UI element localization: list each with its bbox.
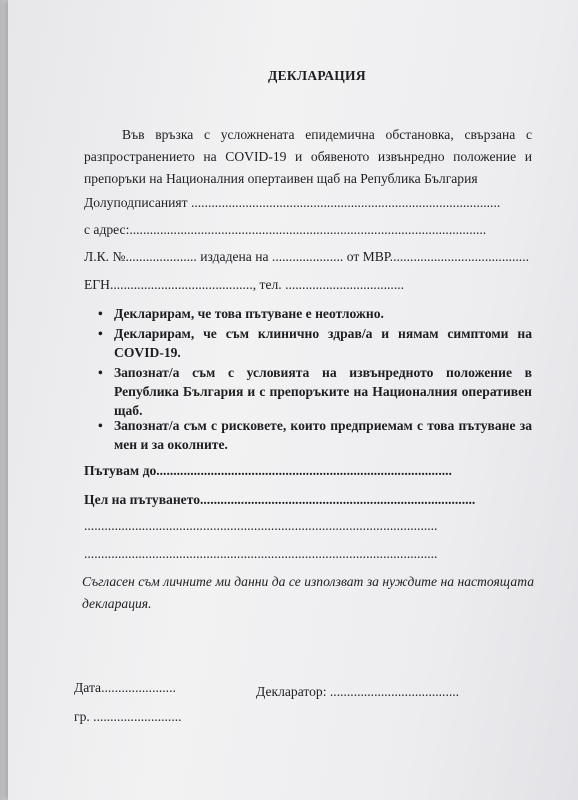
bullet-item-4 bbox=[84, 416, 534, 454]
consent-statement: Съгласен съм личните ми данни да се използват за нуждите на настоящата декларация. bbox=[82, 574, 534, 611]
bullet-item-2 bbox=[84, 324, 534, 362]
bullet-item-3 bbox=[84, 363, 534, 420]
egn-phone-field: ЕГН.........................................., тел. ................................... bbox=[84, 277, 405, 292]
bullet-dot: • bbox=[98, 365, 103, 380]
bullet-text: Запознат/а съм с рисковете, които предприемам с това пътуване за мен и за околните. bbox=[114, 418, 532, 452]
travel-to-field: Пътувам до....................................................................................... bbox=[84, 463, 452, 478]
intro-paragraph bbox=[84, 124, 532, 190]
date-field: Дата...................... bbox=[74, 680, 176, 695]
purpose-line-2: ........................................................................................................ bbox=[84, 518, 438, 533]
id-card-field: Л.К. №..................... издадена на ..................... от МВР......................................... bbox=[84, 249, 530, 264]
intro-text: Във връзка с усложнената епидемична обстановка, свързана с разпространението на COVID-19 и обявеното извънредно положение и препоръки на Националния опертаивен щаб на Република България bbox=[84, 127, 532, 186]
declaration-sheet bbox=[8, 0, 578, 800]
bullet-dot: • bbox=[98, 418, 103, 433]
city-field: гр. .......................... bbox=[74, 709, 182, 724]
document-title: ДЕКЛАРАЦИЯ bbox=[268, 68, 366, 83]
purpose-field: Цел на пътуването................................................................................. bbox=[84, 492, 476, 507]
bullet-text: Запознат/а съм с условията на извънредното положение в Република България и с препоръките на Националния оперативен щаб. bbox=[114, 365, 532, 418]
bullet-text: Декларирам, че това пътуване е неотложно. bbox=[114, 306, 384, 321]
bullet-item-1 bbox=[84, 304, 534, 323]
bullet-text: Декларирам, че съм клинично здрав/а и нямам симптоми на COVID-19. bbox=[114, 326, 532, 360]
page-left-edge bbox=[0, 0, 8, 800]
bullet-dot: • bbox=[98, 306, 103, 321]
address-field: с адрес:......................................................................................................... bbox=[84, 222, 487, 237]
purpose-line-3: ........................................................................................................ bbox=[84, 546, 438, 561]
declarant-signature-field: Декларатор: ...................................... bbox=[256, 684, 460, 699]
bullet-dot: • bbox=[98, 326, 103, 341]
undersigned-field: Долуподписаният ........................................................................................... bbox=[84, 195, 501, 210]
